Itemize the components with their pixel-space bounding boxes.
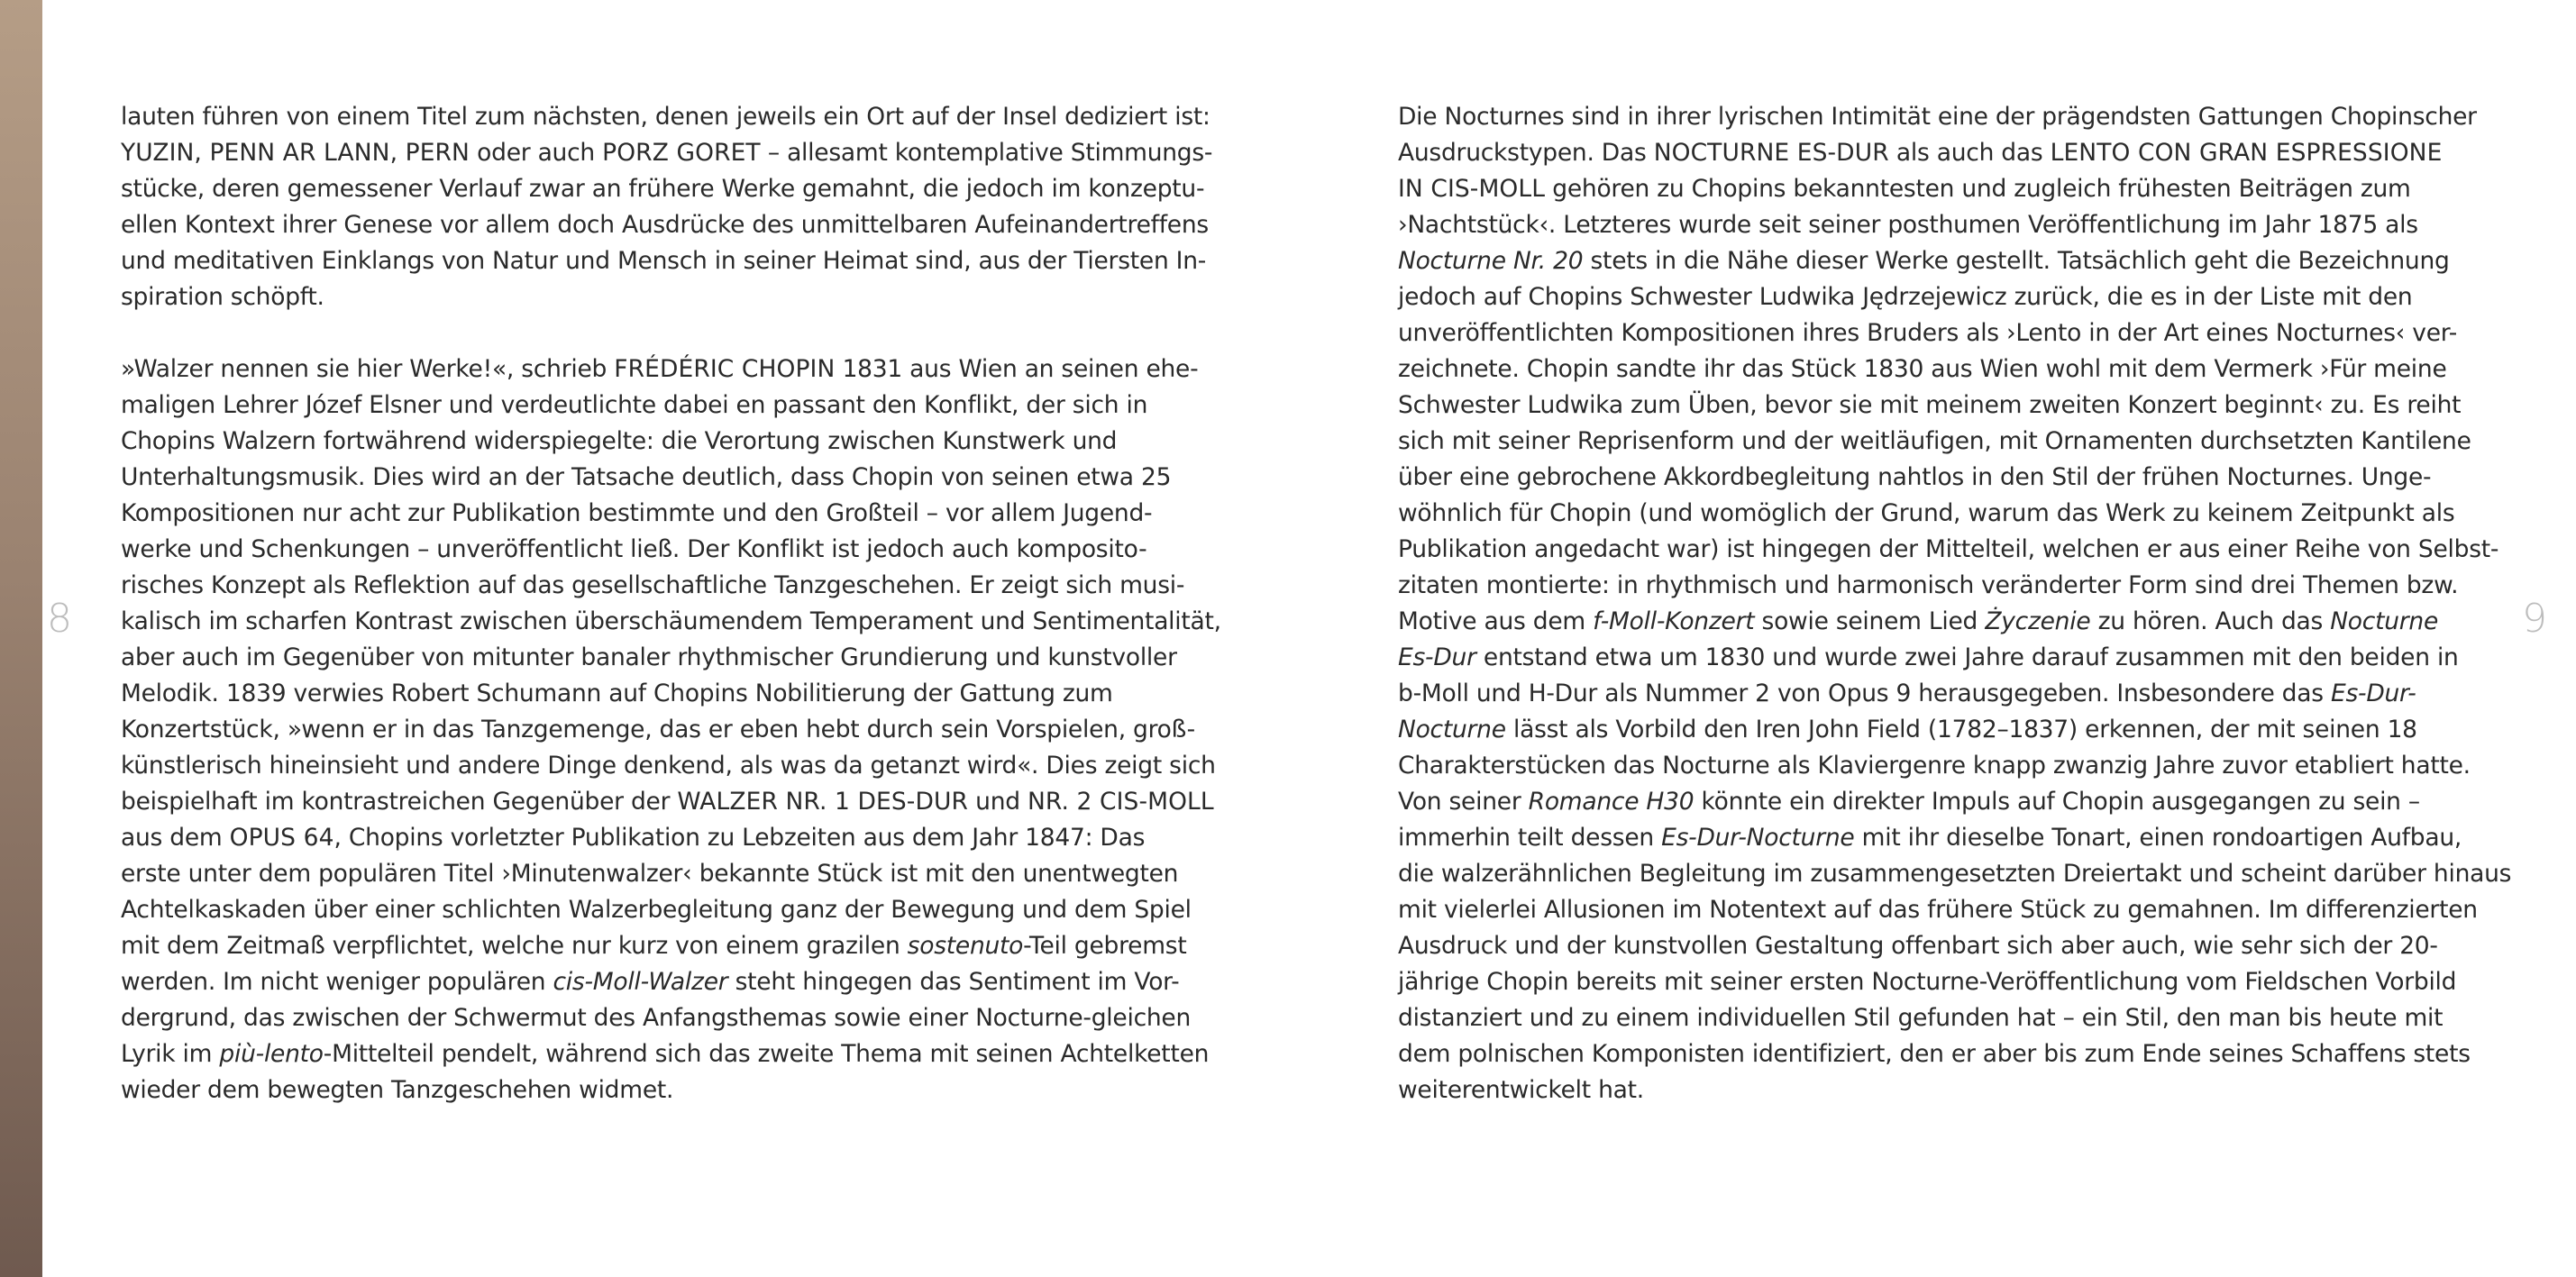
text-line	[1398, 171, 2480, 207]
small-caps-term: IN CIS-MOLL	[1398, 175, 1546, 203]
text-line	[1398, 748, 2480, 784]
text-line	[1398, 460, 2480, 496]
text-run: immerhin teilt dessen	[1398, 824, 1662, 852]
text-run: beispielhaft im kontrastreichen Gegenüber der	[121, 788, 678, 816]
text-line	[1398, 784, 2480, 820]
text-line	[121, 388, 1202, 424]
italic-title: Es-Dur-Nocturne	[1661, 824, 1855, 852]
text-run: wieder dem bewegten Tanzgeschehen widmet.	[121, 1076, 674, 1104]
text-line	[121, 604, 1221, 640]
text-run: steht hingegen das Sentiment im Vor-	[727, 968, 1180, 996]
text-run: kalisch im scharfen Kontrast zwischen überschäumendem Temperament und Sentimentalität,	[121, 607, 1221, 635]
text-run: dem polnischen Komponisten identifiziert, den er aber bis zum Ende seines Schaffens stets	[1398, 1040, 2471, 1068]
text-run: und	[967, 788, 1028, 816]
text-line	[121, 712, 1202, 748]
text-line	[1398, 568, 2480, 604]
text-run: distanziert und zu einem individuellen Stil gefunden hat – ein Stil, den man bis heute mit	[1398, 1004, 2444, 1032]
text-run: sich mit seiner Reprisenform und der weitläufigen, mit Ornamenten durchsetzten Kantilene	[1398, 427, 2471, 455]
text-run: zitaten montierte: in rhythmisch und harmonisch veränderter Form sind drei Themen bzw.	[1398, 571, 2459, 599]
text-run: wöhnlich für Chopin (und womöglich der Grund, warum das Werk zu keinem Zeitpunkt als	[1398, 499, 2455, 527]
text-run: – allesamt kontemplative Stimmungs-	[760, 139, 1213, 167]
small-caps-term: NOCTURNE ES-DUR	[1653, 139, 1889, 167]
small-caps-term: WALZER NR. 1 DES-DUR	[677, 788, 968, 816]
text-run: könnte ein direkter Impuls auf Chopin ausgegangen zu sein –	[1694, 788, 2420, 816]
text-line	[1398, 351, 2480, 388]
text-run: Chopins Walzern fortwährend widerspiegelte: die Verortung zwischen Kunstwerk und	[121, 427, 1118, 455]
text-line	[121, 640, 1202, 676]
text-line	[121, 856, 1202, 892]
text-run: -Teil gebremst	[1023, 932, 1187, 960]
text-run: Von seiner	[1398, 788, 1529, 816]
text-run: risches Konzept als Reflektion auf das gesellschaftliche Tanzgeschehen. Er zeigt sich musi-	[121, 571, 1185, 599]
text-line	[121, 928, 1202, 964]
text-line	[1398, 99, 2480, 135]
text-run: über eine gebrochene Akkordbegleitung nahtlos in den Stil der frühen Nocturnes. Unge-	[1398, 463, 2432, 491]
text-line	[1398, 640, 2480, 676]
text-line	[121, 964, 1202, 1000]
italic-title: più-lento	[219, 1040, 324, 1068]
small-caps-term: OPUS 64	[229, 824, 334, 852]
text-line	[121, 892, 1202, 928]
text-line	[1398, 243, 2480, 279]
italic-title: Nocturne Nr. 20	[1398, 247, 1584, 275]
text-line	[121, 820, 1202, 856]
text-line	[121, 676, 1202, 712]
text-line	[121, 424, 1202, 460]
text-line	[121, 99, 1210, 135]
text-run: jedoch auf Chopins Schwester Ludwika Jędrzejewicz zurück, die es in der Liste mit den	[1398, 283, 2413, 311]
text-run: Unterhaltungsmusik. Dies wird an der Tatsache deutlich, dass Chopin von seinen etwa 25	[121, 463, 1172, 491]
text-run: als auch das	[1888, 139, 2051, 167]
italic-title: Romance H30	[1528, 788, 1694, 816]
left-page-text	[121, 99, 1221, 1108]
text-run: dergrund, das zwischen der Schwermut des Anfangsthemas sowie einer Nocturne-gleichen	[121, 1004, 1192, 1032]
text-line	[121, 207, 1209, 243]
text-line	[121, 1036, 1210, 1072]
text-run: sowie seinem Lied	[1754, 607, 1986, 635]
paragraph-gap	[121, 315, 1202, 351]
text-run: Konzertstück, »wenn er in das Tanzgemenge, das er eben hebt durch sein Vorspielen, groß-	[121, 716, 1195, 743]
text-run: mit dem Zeitmaß verpflichtet, welche nur kurz von einem grazilen	[121, 932, 908, 960]
text-run: »Walzer nennen sie hier Werke!«, schrieb	[121, 355, 615, 383]
small-caps-term: NR. 2 CIS-MOLL	[1027, 788, 1214, 816]
text-line	[121, 171, 1205, 207]
text-line	[121, 1072, 1202, 1108]
small-caps-term: PORZ GORET	[602, 139, 761, 167]
italic-title: Nocturne	[1398, 716, 1506, 743]
small-caps-term: YUZIN, PENN AR LANN, PERN	[121, 139, 470, 167]
text-line	[121, 279, 1202, 315]
text-run: Motive aus dem	[1398, 607, 1594, 635]
text-run: künstlerisch hineinsieht und andere Dinge denkend, als was da getanzt wird«. Dies zeigt sich	[121, 752, 1216, 780]
text-line	[1398, 892, 2480, 928]
text-line	[1398, 388, 2480, 424]
text-line	[121, 1000, 1202, 1036]
text-line	[1398, 604, 2480, 640]
text-line	[121, 460, 1202, 496]
text-run: Publikation angedacht war) ist hingegen der Mittelteil, welchen er aus einer Reihe von Selbst-	[1398, 535, 2499, 563]
text-run: , Chopins vorletzter Publikation zu Lebzeiten aus dem Jahr 1847: Das	[333, 824, 1146, 852]
text-line	[1398, 532, 2499, 568]
text-run: spiration schöpft.	[121, 283, 324, 311]
text-line	[1398, 279, 2480, 315]
text-run: lässt als Vorbild den Iren John Field (1782–1837) erkennen, der mit seinen 18	[1505, 716, 2417, 743]
text-line	[121, 496, 1202, 532]
text-line	[1398, 496, 2480, 532]
text-run: erste unter dem populären Titel ›Minutenwalzer‹ bekannte Stück ist mit den unentwegten	[121, 860, 1179, 888]
text-run: unveröffentlichten Kompositionen ihres Bruders als ›Lento in der Art eines Nocturnes‹ ver-	[1398, 319, 2458, 347]
text-line	[1398, 856, 2512, 892]
text-line	[1398, 712, 2480, 748]
text-line	[121, 568, 1202, 604]
text-run: gehören zu Chopins bekanntesten und zugleich frühesten Beiträgen zum	[1545, 175, 2411, 203]
text-run: die walzerähnlichen Begleitung im zusammengesetzten Dreiertakt und scheint darüber hinaus	[1398, 860, 2512, 888]
text-run: oder auch	[469, 139, 603, 167]
text-run: Charakterstücken das Nocturne als Klaviergenre knapp zwanzig Jahre zuvor etabliert hatte.	[1398, 752, 2471, 780]
text-line	[1398, 315, 2480, 351]
italic-title: Życzenie	[1985, 607, 2091, 635]
text-line	[121, 748, 1216, 784]
text-run: Kompositionen nur acht zur Publikation bestimmte und den Großteil – vor allem Jugend-	[121, 499, 1153, 527]
text-line	[1398, 1072, 2480, 1108]
text-run: maligen Lehrer Józef Elsner und verdeutlichte dabei en passant den Konflikt, der sich in	[121, 391, 1148, 419]
italic-title: Es-Dur	[1398, 643, 1476, 671]
text-line	[1398, 1000, 2480, 1036]
text-run: Melodik. 1839 verwies Robert Schumann auf Chopins Nobilitierung der Gattung zum	[121, 680, 1113, 707]
text-line	[121, 351, 1202, 388]
small-caps-term: FRÉDÉRIC CHOPIN	[614, 355, 836, 383]
text-line	[1398, 424, 2480, 460]
text-run: aber auch im Gegenüber von mitunter banaler rhythmischer Grundierung und kunstvoller	[121, 643, 1177, 671]
text-run: stets in die Nähe dieser Werke gestellt. Tatsächlich geht die Bezeichnung	[1583, 247, 2450, 275]
text-run: lauten führen von einem Titel zum nächsten, denen jeweils ein Ort auf der Insel dediziert ist:	[121, 103, 1210, 131]
text-line	[1398, 964, 2480, 1000]
text-run: stücke, deren gemessener Verlauf zwar an frühere Werke gemahnt, die jedoch im konzeptu-	[121, 175, 1205, 203]
text-run: ›Nachtstück‹. Letzteres wurde seit seiner posthumen Veröffentlichung im Jahr 1875 als	[1398, 211, 2418, 239]
text-run: ellen Kontext ihrer Genese vor allem doch Ausdrücke des unmittelbaren Aufeinandertreffens	[121, 211, 1209, 239]
italic-title: Es-Dur-	[2330, 680, 2416, 707]
text-line	[121, 243, 1207, 279]
text-run: und meditativen Einklangs von Natur und Mensch in seiner Heimat sind, aus der Tiersten In-	[121, 247, 1207, 275]
text-run: b-Moll und H-Dur als Nummer 2 von Opus 9 herausgegeben. Insbesondere das	[1398, 680, 2331, 707]
page-number-right: 9	[2522, 596, 2547, 642]
text-line	[121, 135, 1213, 171]
text-run: 1831 aus Wien an seinen ehe-	[835, 355, 1199, 383]
text-line	[121, 532, 1202, 568]
text-line	[1398, 928, 2480, 964]
text-run: -Mittelteil pendelt, während sich das zweite Thema mit seinen Achtelketten	[323, 1040, 1210, 1068]
text-run: Achtelkaskaden über einer schlichten Walzerbegleitung ganz der Bewegung und dem Spiel	[121, 896, 1192, 924]
italic-title: Nocturne	[2330, 607, 2439, 635]
text-line	[1398, 820, 2480, 856]
text-run: weiterentwickelt hat.	[1398, 1076, 1644, 1104]
italic-title: cis-Moll-Walzer	[553, 968, 728, 996]
text-run: Lyrik im	[121, 1040, 220, 1068]
text-run: zu hören. Auch das	[2090, 607, 2331, 635]
book-spine-gradient	[0, 0, 42, 1277]
text-run: jährige Chopin bereits mit seiner ersten Nocturne-Veröffentlichung vom Fieldschen Vorbild	[1398, 968, 2457, 996]
text-line	[1398, 207, 2480, 243]
text-run: Ausdruckstypen. Das	[1398, 139, 1654, 167]
text-run: Die Nocturnes sind in ihrer lyrischen Intimität eine der prägendsten Gattungen Chopinscher	[1398, 103, 2477, 131]
text-line	[1398, 1036, 2480, 1072]
text-run: mit ihr dieselbe Tonart, einen rondoartigen Aufbau,	[1854, 824, 2462, 852]
text-run: Schwester Ludwika zum Üben, bevor sie mit meinem zweiten Konzert beginnt‹ zu. Es reiht	[1398, 391, 2462, 419]
text-run: werden. Im nicht weniger populären	[121, 968, 553, 996]
text-line	[1398, 135, 2480, 171]
text-run: entstand etwa um 1830 und wurde zwei Jahre darauf zusammen mit den beiden in	[1475, 643, 2459, 671]
text-run: Ausdruck und der kunstvollen Gestaltung offenbart sich aber auch, wie sehr sich der 20-	[1398, 932, 2438, 960]
text-run: aus dem	[121, 824, 230, 852]
text-run: zeichnete. Chopin sandte ihr das Stück 1830 aus Wien wohl mit dem Vermerk ›Für meine	[1398, 355, 2447, 383]
text-run: werke und Schenkungen – unveröffentlicht ließ. Der Konflikt ist jedoch auch komposito-	[121, 535, 1147, 563]
right-page-text	[1398, 99, 2512, 1108]
italic-title: sostenuto	[907, 932, 1024, 960]
text-run: mit vielerlei Allusionen im Notentext auf das frühere Stück zu gemahnen. Im differenzierten	[1398, 896, 2478, 924]
italic-title: f-Moll-Konzert	[1593, 607, 1755, 635]
page-number-left: 8	[47, 596, 72, 642]
text-line	[121, 784, 1214, 820]
text-line	[1398, 676, 2480, 712]
small-caps-term: LENTO CON GRAN ESPRESSIONE	[2050, 139, 2443, 167]
